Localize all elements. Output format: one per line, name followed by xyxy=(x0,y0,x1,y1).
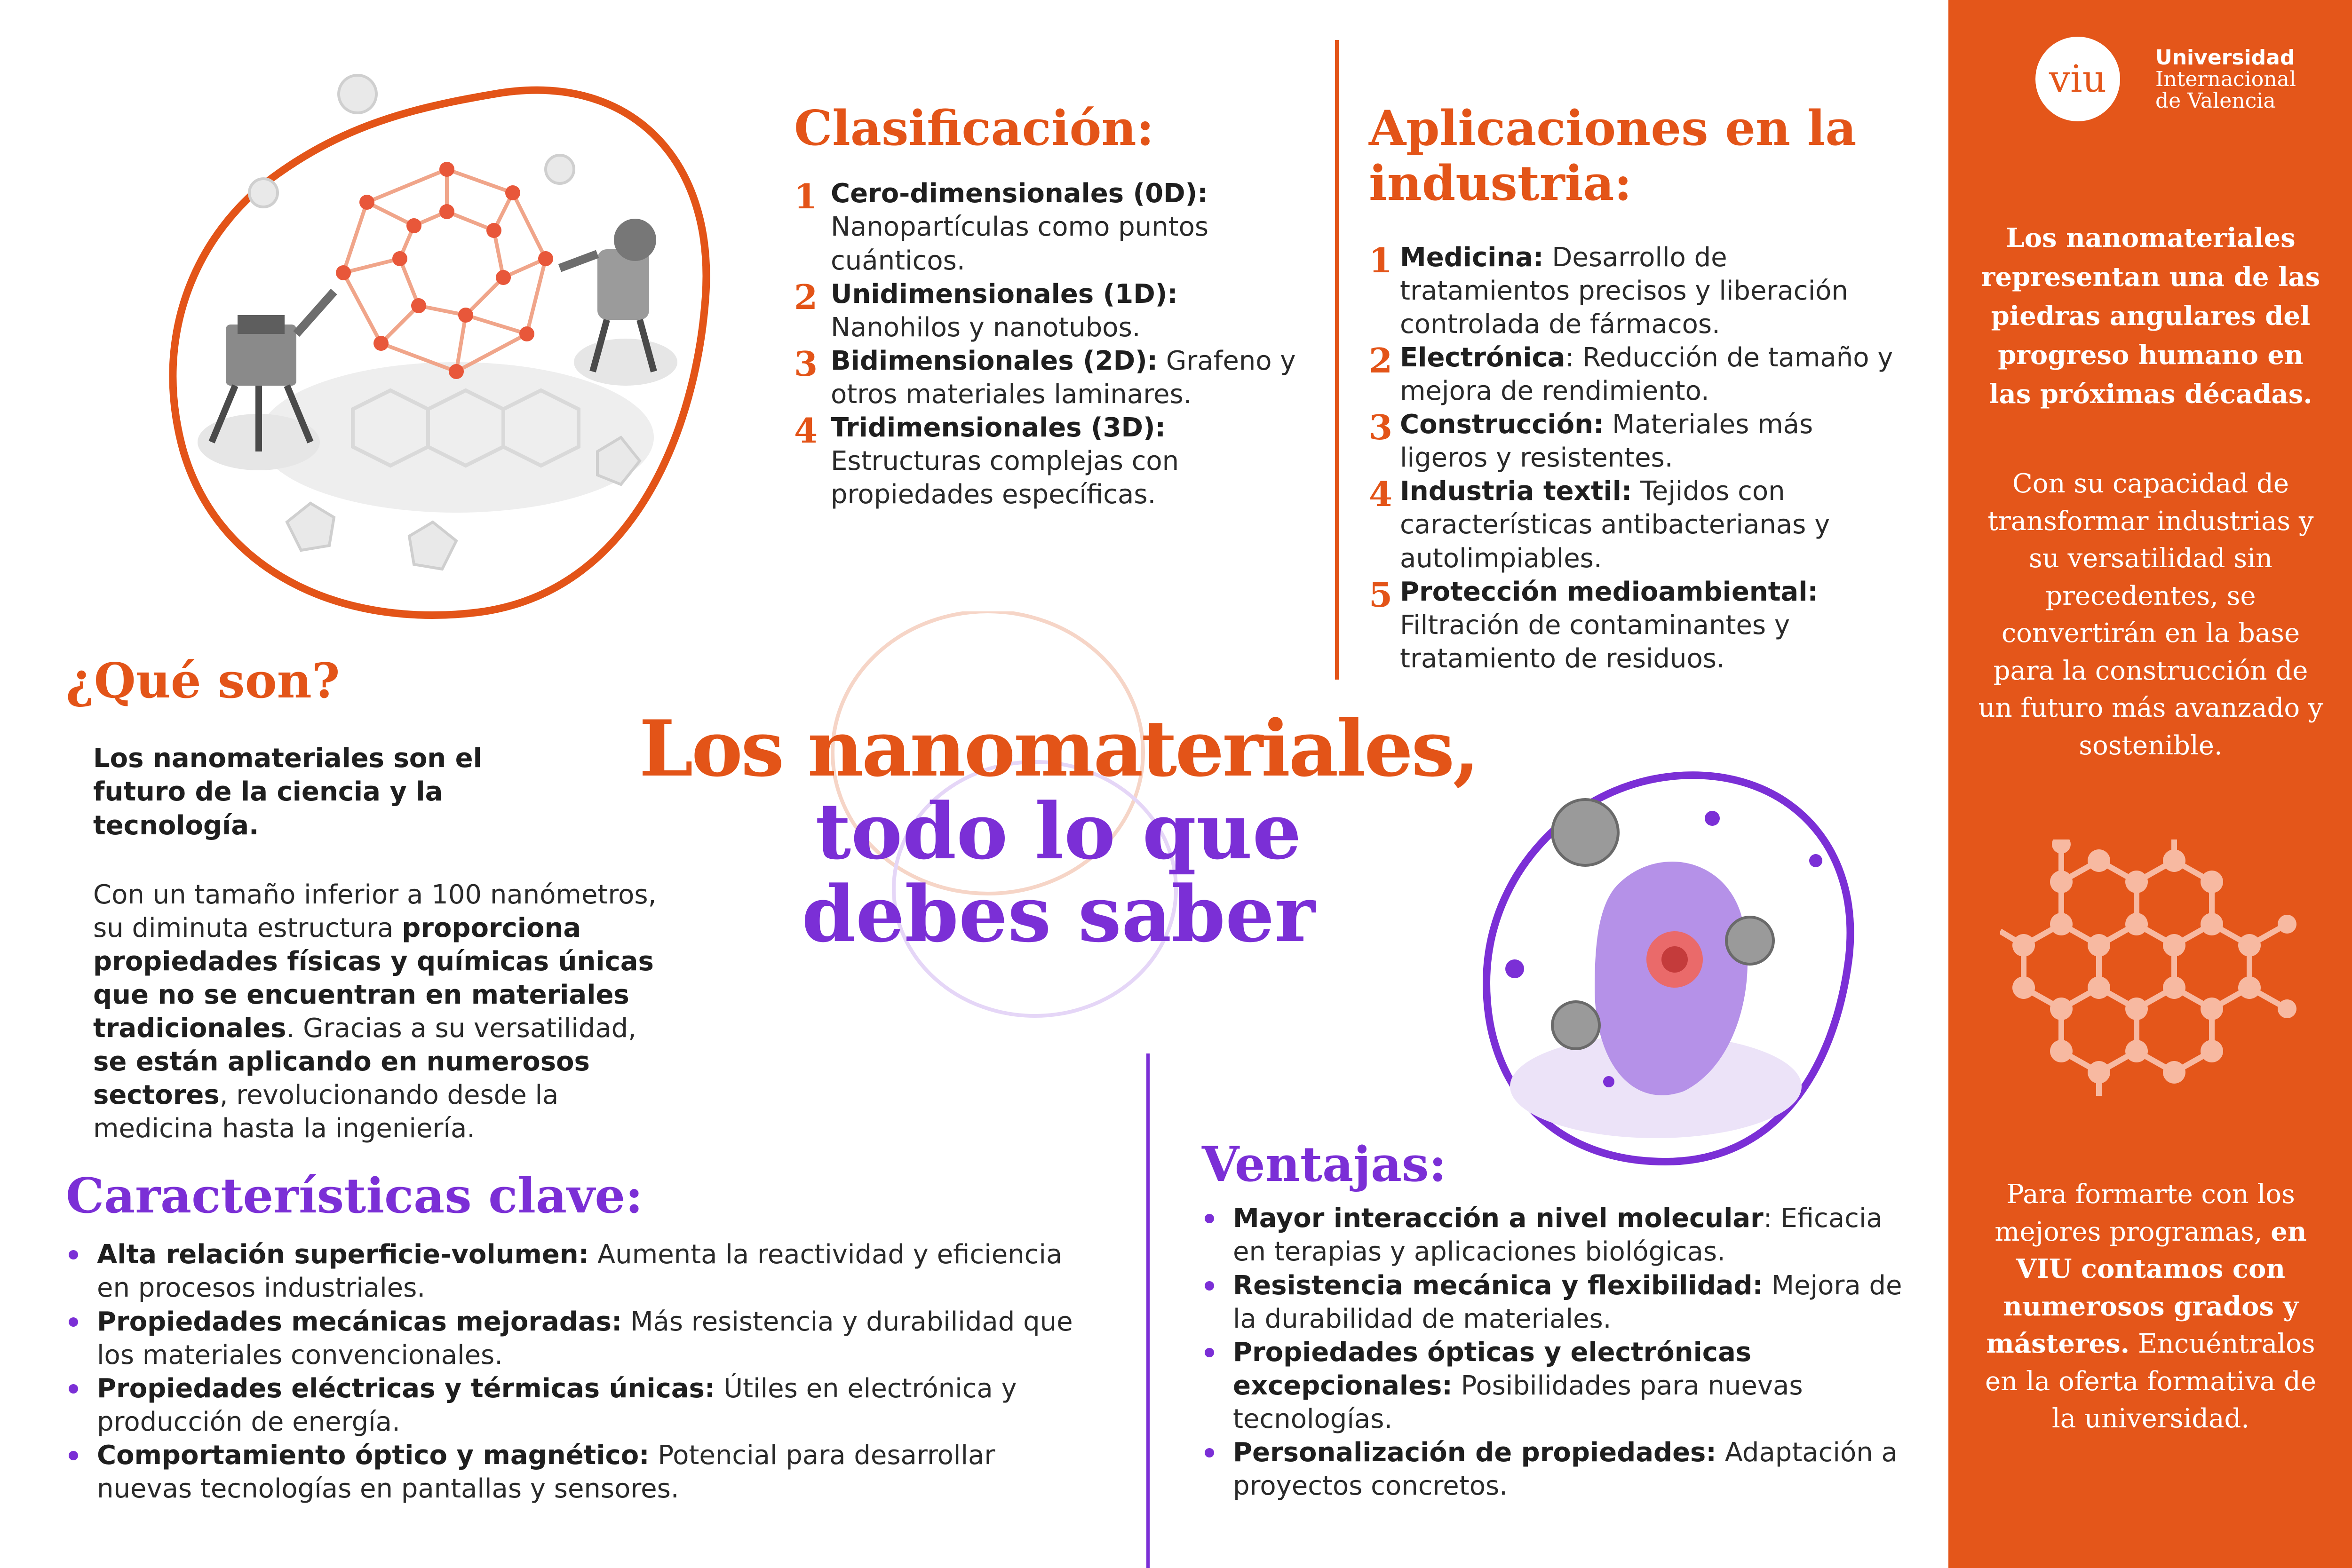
aplicaciones-title: Aplicaciones en la industria: xyxy=(1369,100,1857,212)
hero-line-2: todo lo que xyxy=(815,786,1302,877)
caracteristicas-item: Alta relación superficie-volumen: Aumenta la reactividad y eficiencia en procesos industriales. xyxy=(66,1238,1082,1305)
ventajas-list xyxy=(1202,1202,1907,1503)
clasificacion-title: Clasificación: xyxy=(794,100,1154,157)
viu-logo[interactable] xyxy=(2035,37,2336,131)
ventajas-item: Mayor interacción a nivel molecular: Eficacia en terapias y aplicaciones biológicas. xyxy=(1202,1202,1907,1268)
item-number: 3 xyxy=(1369,407,1393,448)
bullet-icon xyxy=(1205,1348,1214,1357)
clasificacion-item: 1 Cero-dimensionales (0D): Nanopartículas como puntos cuánticos. xyxy=(794,177,1311,277)
que-son-section xyxy=(66,654,668,1146)
clasificacion-item: 4 Tridimensionales (3D): Estructuras complejas con propiedades específicas. xyxy=(794,411,1311,511)
item-number: 2 xyxy=(794,277,818,317)
sidebar-intro-block xyxy=(1977,219,2325,765)
cell-nanobots-illustration xyxy=(1477,762,1877,1176)
que-son-title: ¿Qué son? xyxy=(66,653,340,709)
aplicaciones-item: 1 Medicina: Desarrollo de tratamientos precisos y liberación controlada de fármacos. xyxy=(1369,241,1905,341)
que-son-paragraph: Con un tamaño inferior a 100 nanómetros, su diminuta estructura proporciona propiedades físicas y químicas únicas que no se encuentran en materiales tradicionales. Gracias a su versatilidad, se están aplicando en numerosos sectores, revolucionando desde la medicina hasta la ingeniería. xyxy=(93,879,657,1144)
purple-divider xyxy=(1146,1053,1150,1568)
ventajas-title: Ventajas: xyxy=(1202,1136,1447,1193)
aplicaciones-list xyxy=(1369,241,1915,675)
hero-line-1: Los nanomateriales, xyxy=(639,703,1478,794)
clasificacion-item: 3 Bidimensionales (2D): Grafeno y otros materiales laminares. xyxy=(794,344,1311,411)
clasificacion-item: 2 Unidimensionales (1D): Nanohilos y nanotubos. xyxy=(794,277,1311,344)
hero-title xyxy=(597,703,1519,959)
robot-arm-right-icon xyxy=(560,219,677,386)
bullet-icon xyxy=(1205,1448,1214,1457)
bullet-icon xyxy=(69,1384,78,1394)
item-number: 3 xyxy=(794,343,818,384)
clasificacion-list xyxy=(794,177,1311,511)
clasificacion-section xyxy=(794,101,1311,511)
item-number: 4 xyxy=(794,411,818,451)
bullet-icon xyxy=(1205,1281,1214,1291)
nanorobots-molecule-illustration xyxy=(155,52,743,630)
que-son-body xyxy=(66,742,668,1145)
bullet-icon xyxy=(69,1451,78,1460)
item-number: 2 xyxy=(1369,340,1393,380)
aplicaciones-item: 2 Electrónica: Reducción de tamaño y mejora de rendimiento. xyxy=(1369,341,1905,408)
ventajas-item: Personalización de propiedades: Adaptación a proyectos concretos. xyxy=(1202,1436,1907,1503)
bullet-icon xyxy=(69,1250,78,1259)
caracteristicas-item: Propiedades mecánicas mejoradas: Más resistencia y durabilidad que los materiales convencionales. xyxy=(66,1305,1082,1372)
item-number: 5 xyxy=(1369,574,1393,615)
caracteristicas-item: Comportamiento óptico y magnético: Potencial para desarrollar nuevas tecnologías en pantallas y sensores. xyxy=(66,1439,1082,1505)
item-number: 1 xyxy=(794,176,818,217)
ventajas-item: Resistencia mecánica y flexibilidad: Mejora de la durabilidad de materiales. xyxy=(1202,1269,1907,1336)
robot-arm-left-icon xyxy=(198,292,334,470)
que-son-lead: Los nanomateriales son el futuro de la ciencia y la tecnología. xyxy=(93,743,482,841)
sidebar-cta: Para formarte con los mejores programas, en VIU contamos con numerosos grados y másteres. Encuéntralos en la oferta formativa de la universidad. xyxy=(1985,1179,2317,1434)
item-number: 4 xyxy=(1369,474,1393,515)
honeycomb-molecule-icon xyxy=(2000,839,2306,1103)
caracteristicas-item: Propiedades eléctricas y térmicas únicas: Útiles en electrónica y producción de energía. xyxy=(66,1372,1082,1439)
sidebar-intro: Los nanomateriales representan una de las piedras angulares del progreso humano en las próximas décadas. xyxy=(1981,222,2320,410)
column-divider xyxy=(1335,40,1339,680)
aplicaciones-item: 3 Construcción: Materiales más ligeros y resistentes. xyxy=(1369,408,1905,475)
aplicaciones-item: 5 Protección medioambiental: Filtración de contaminantes y tratamiento de residuos. xyxy=(1369,575,1905,675)
hero-line-3: debes saber xyxy=(802,869,1315,959)
viu-logo-mark: viu xyxy=(2035,37,2120,121)
aplicaciones-section xyxy=(1369,101,1915,675)
ventajas-section xyxy=(1202,1137,1926,1503)
aplicaciones-item: 4 Industria textil: Tejidos con características antibacterianas y autolimpiables. xyxy=(1369,475,1905,575)
ventajas-item: Propiedades ópticas y electrónicas excepcionales: Posibilidades para nuevas tecnologías. xyxy=(1202,1336,1907,1436)
caracteristicas-title: Características clave: xyxy=(66,1168,643,1224)
bullet-icon xyxy=(1205,1214,1214,1223)
item-number: 1 xyxy=(1369,240,1393,280)
bullet-icon xyxy=(69,1317,78,1327)
viu-logo-text: Universidad Internacional de Valencia xyxy=(2155,46,2296,113)
caracteristicas-list xyxy=(66,1238,1082,1505)
caracteristicas-section xyxy=(66,1169,1110,1505)
sidebar-body: Con su capacidad de transformar industrias y su versatilidad sin precedentes, se convertirán en la base para la construcción de un futuro más avanzado y sostenible. xyxy=(1978,468,2323,761)
sidebar xyxy=(1948,0,2352,1568)
